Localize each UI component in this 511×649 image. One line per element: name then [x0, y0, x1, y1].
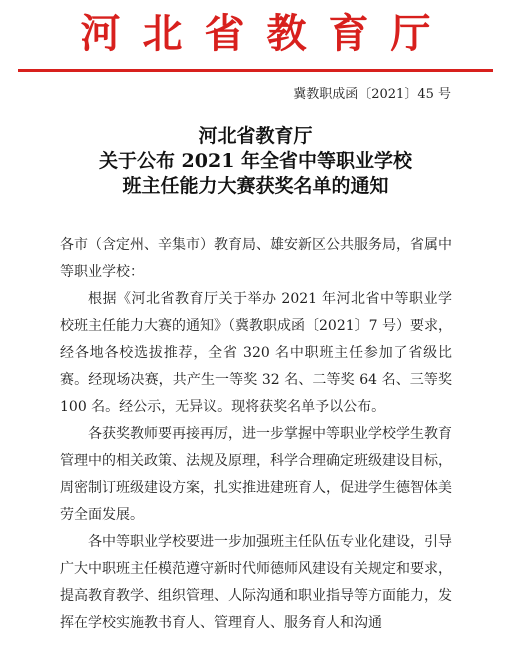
body-paragraph-3: 各中等职业学校要进一步加强班主任队伍专业化建设，引导广大中职班主任模范遵守新时代师德师风建设有关规定和要求，提高教育教学、组织管理、人际沟通和职业指导等方面能力，发挥在学校实施教书育人、管理育人、服务育人和沟通 — [60, 534, 452, 631]
body-paragraph-2: 各获奖教师要再接再厉，进一步掌握中等职业学校学生教育管理中的相关政策、法规及原理，科学合理确定班级建设目标，周密制订班级建设方案，扎实推进建班育人，促进学生德智体美劳全面发展。 — [60, 426, 452, 523]
title-line-2: 关于公布 2021 年全省中等职业学校 — [98, 150, 413, 172]
letterhead-title: 河北省教育厅 — [80, 10, 453, 57]
letterhead-rule — [18, 69, 493, 72]
document-body — [60, 232, 452, 637]
document-title — [0, 124, 511, 199]
title-line-3: 班主任能力大赛获奖名单的通知 — [122, 175, 389, 197]
body-paragraph-1: 根据《河北省教育厅关于举办 2021 年河北省中等职业学校班主任能力大赛的通知》（冀教职成函〔2021〕7 号）要求，经各地各校选拔推荐，全省 320 名中职班主任参加了省级比赛。经现场决赛，共产生一等奖 32 名、二等奖 64 名、三等奖 100 名。经公示，无异议。现将获奖名单予以公布。 — [60, 291, 452, 415]
document-number: 冀教职成函〔2021〕45 号 — [293, 87, 451, 102]
addressee-paragraph: 各市（含定州、辛集市）教育局、雄安新区公共服务局，省属中等职业学校： — [60, 237, 452, 280]
title-line-1: 河北省教育厅 — [198, 125, 313, 147]
